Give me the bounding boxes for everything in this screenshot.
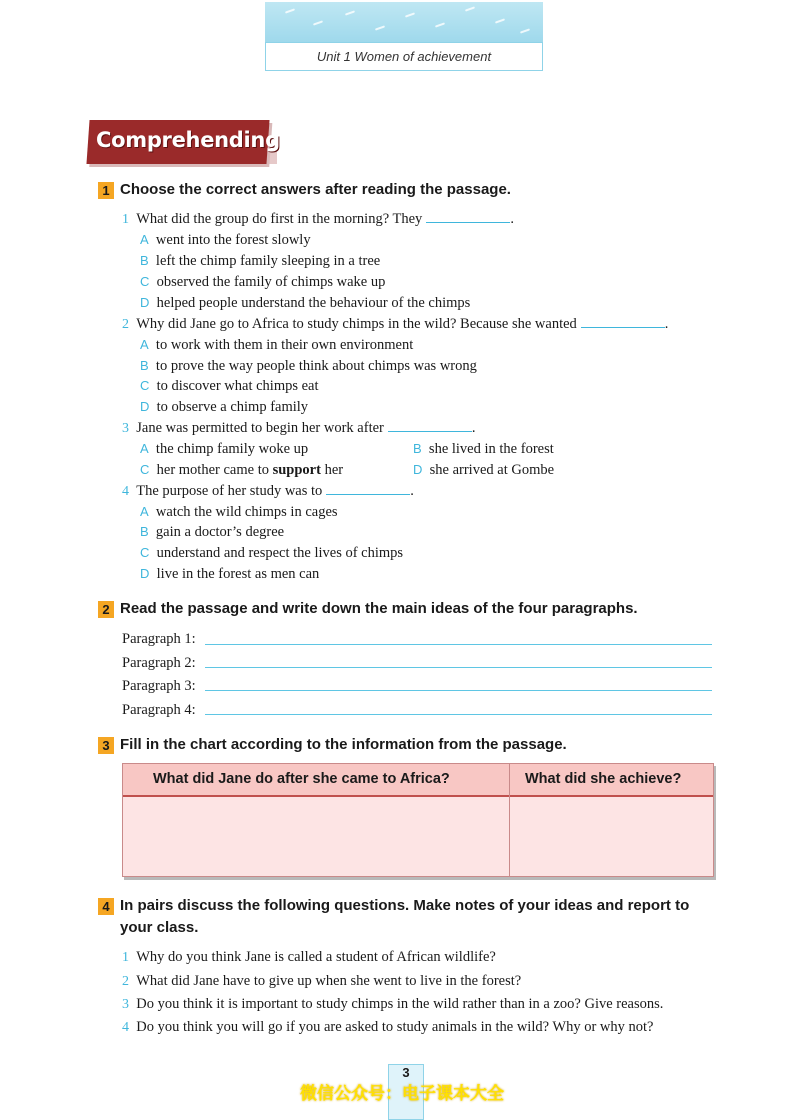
option[interactable]: B gain a doctor’s degree xyxy=(140,524,285,540)
page-number: 3 xyxy=(388,1064,424,1120)
paragraph-label: Paragraph 3: xyxy=(122,678,196,694)
fill-in-chart xyxy=(122,763,714,877)
option[interactable]: A the chimp family woke up xyxy=(140,441,309,457)
answer-blank[interactable] xyxy=(581,326,665,328)
answer-line[interactable] xyxy=(205,690,712,691)
option[interactable]: A watch the wild chimps in cages xyxy=(140,504,338,520)
paragraph-label: Paragraph 1: xyxy=(122,631,196,647)
option[interactable]: B left the chimp family sleeping in a tree xyxy=(140,253,381,269)
question: 4 The purpose of her study was to . xyxy=(122,483,414,499)
chart-column-header: What did she achieve? xyxy=(525,771,682,787)
discussion-question: 4 Do you think you will go if you are asked to study animals in the wild? Why or why not? xyxy=(122,1019,654,1035)
discussion-question: 1 Why do you think Jane is called a student of African wildlife? xyxy=(122,949,496,965)
question: 2 Why did Jane go to Africa to study chimps in the wild? Because she wanted . xyxy=(122,316,669,332)
chart-answer-cell[interactable] xyxy=(510,797,713,876)
paragraph-label: Paragraph 2: xyxy=(122,655,196,671)
discussion-question: 2 What did Jane have to give up when she went to live in the forest? xyxy=(122,973,522,989)
chart-column-header: What did Jane do after she came to Africa? xyxy=(153,771,450,787)
wechat-watermark: 微信公众号：电子课本大全 xyxy=(300,1084,504,1104)
section-title-continued: your class. xyxy=(120,919,199,936)
section-title: Choose the correct answers after reading the passage. xyxy=(120,181,511,198)
answer-blank[interactable] xyxy=(426,221,510,223)
option[interactable]: D she arrived at Gombe xyxy=(413,462,555,478)
section-title: In pairs discuss the following questions. Make notes of your ideas and report to xyxy=(120,897,690,914)
answer-blank[interactable] xyxy=(388,430,472,432)
option[interactable]: D helped people understand the behaviour of the chimps xyxy=(140,295,471,311)
option[interactable]: A went into the forest slowly xyxy=(140,232,311,248)
answer-blank[interactable] xyxy=(326,493,410,495)
option[interactable]: C her mother came to support her xyxy=(140,462,344,478)
option[interactable]: D to observe a chimp family xyxy=(140,399,309,415)
banner-title: Comprehending xyxy=(96,128,280,152)
section-number: 2 xyxy=(98,601,114,618)
chart-answer-cell[interactable] xyxy=(123,797,509,876)
unit-title: Unit 1 Women of achievement xyxy=(265,42,543,71)
option[interactable]: B she lived in the forest xyxy=(413,441,554,457)
answer-line[interactable] xyxy=(205,714,712,715)
question: 3 Jane was permitted to begin her work after . xyxy=(122,420,476,436)
option[interactable]: C understand and respect the lives of chimps xyxy=(140,545,404,561)
option[interactable]: B to prove the way people think about chimps was wrong xyxy=(140,358,477,374)
option[interactable]: C to discover what chimps eat xyxy=(140,378,319,394)
header-image xyxy=(265,2,543,42)
option[interactable]: C observed the family of chimps wake up xyxy=(140,274,386,290)
paragraph-label: Paragraph 4: xyxy=(122,702,196,718)
answer-line[interactable] xyxy=(205,644,712,645)
section-number: 4 xyxy=(98,898,114,915)
section-title: Read the passage and write down the main ideas of the four paragraphs. xyxy=(120,600,638,617)
discussion-question: 3 Do you think it is important to study chimps in the wild rather than in a zoo? Give reasons. xyxy=(122,996,664,1012)
section-number: 1 xyxy=(98,182,114,199)
option[interactable]: D live in the forest as men can xyxy=(140,566,320,582)
option[interactable]: A to work with them in their own environment xyxy=(140,337,414,353)
question: 1 What did the group do first in the morning? They . xyxy=(122,211,514,227)
section-number: 3 xyxy=(98,737,114,754)
answer-line[interactable] xyxy=(205,667,712,668)
section-title: Fill in the chart according to the information from the passage. xyxy=(120,736,567,753)
